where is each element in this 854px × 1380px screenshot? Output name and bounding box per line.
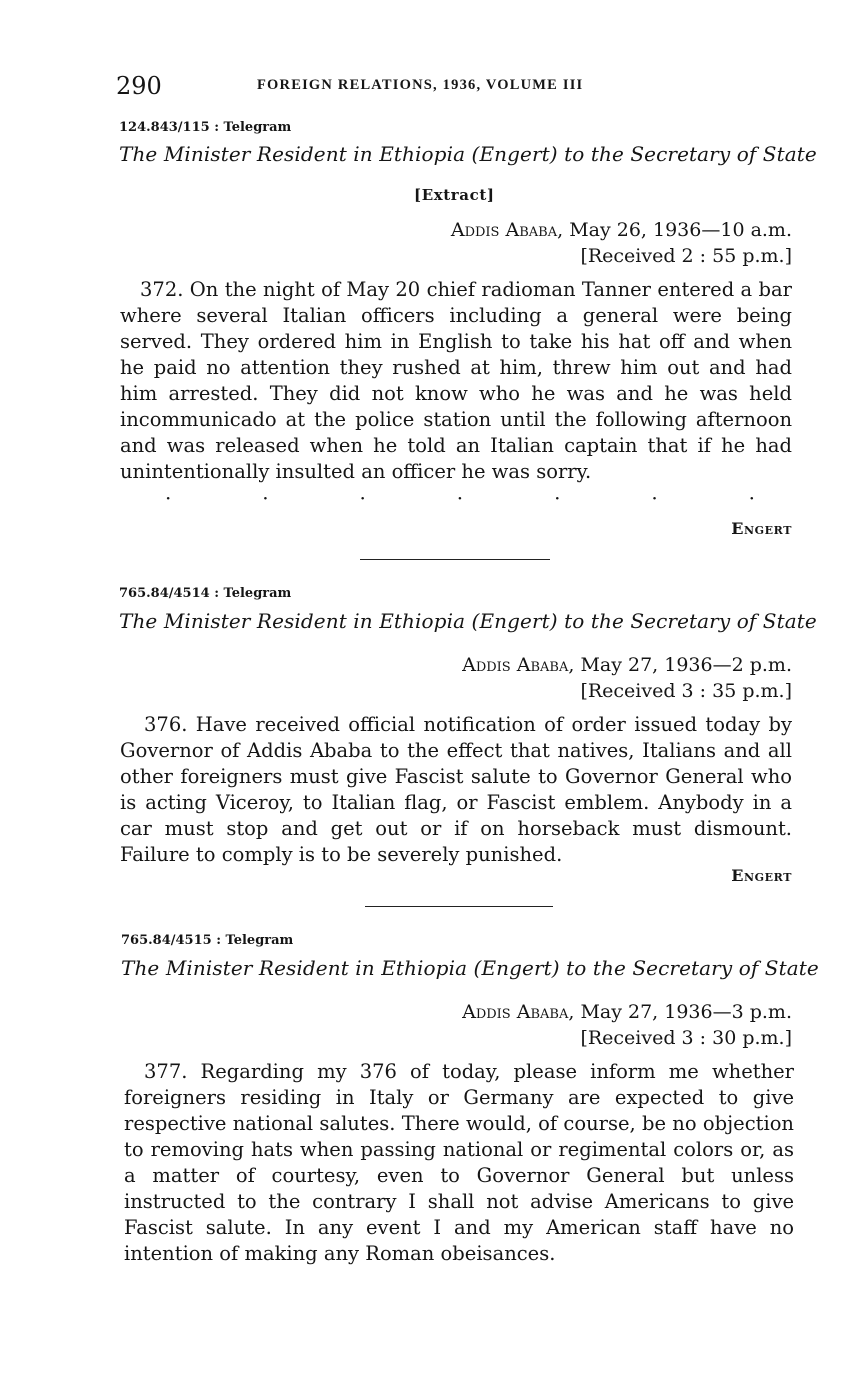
signature-2: Engert xyxy=(731,866,792,885)
section-divider-2 xyxy=(365,906,553,907)
ellipsis-dot: · xyxy=(359,486,366,510)
section-divider-1 xyxy=(360,559,550,560)
date-1: May 26, 1936—10 a.m. xyxy=(569,219,792,241)
ellipsis-dot: · xyxy=(456,486,464,510)
file-number-3: 765.84/4515 : Telegram xyxy=(121,933,294,948)
ellipsis-dot: · xyxy=(748,486,755,510)
document-heading-2: The Minister Resident in Ethiopia (Engert) to the Secretary of State xyxy=(119,609,817,633)
message-body-1: 372. On the night of May 20 chief radioman Tanner entered a bar where several Italian officers including a general were being served. They ordered him in English to take his hat off and when he paid no attention they rushed at him, threw him out and had him arrested. They did not know who he was and he was held incommunicado at the police station until the following afternoon and was released when he told an Italian captain that if he had unintentionally insulted an officer he was sorry. xyxy=(120,278,792,483)
message-body-2: 376. Have received official notification of order issued today by Governor of Addis Ababa to the effect that natives, Italians and all other foreigners must give Fascist salute to Governor General who is acting Viceroy, to Italian flag, or Fascist emblem. Anybody in a car must stop and get out or if on horseback must dismount. Failure to comply is to be severely punished. xyxy=(120,713,792,866)
document-heading-3: The Minister Resident in Ethiopia (Engert) to the Secretary of State xyxy=(121,956,819,980)
dateline-1 xyxy=(451,219,792,241)
ellipsis-dot: · xyxy=(554,486,561,510)
ellipsis-dot: · xyxy=(651,486,658,510)
ellipsis-row xyxy=(165,486,755,510)
received-1: [Received 2 : 55 p.m.] xyxy=(580,245,792,267)
page-number: 290 xyxy=(116,72,162,100)
file-number-1: 124.843/115 : Telegram xyxy=(119,120,292,135)
place-3: Addis Ababa, xyxy=(462,1001,575,1023)
ellipsis-dot: · xyxy=(262,486,269,510)
dateline-3 xyxy=(462,1001,792,1023)
extract-note: [Extract] xyxy=(414,186,495,204)
place-2: Addis Ababa, xyxy=(462,654,575,676)
message-body-3: 377. Regarding my 376 of today, please inform me whether foreigners residing in Italy or Germany are expected to give respective national salutes. There would, of course, be no objection to removing hats when passing national or regimental colors or, as a matter of courtesy, even to Governor General but unless instructed to the contrary I shall not advise Americans to give Fascist salute. In any event I and my American staff have no intention of making any Roman obeisances. xyxy=(124,1060,794,1265)
date-2: May 27, 1936—2 p.m. xyxy=(580,654,792,676)
date-3: May 27, 1936—3 p.m. xyxy=(580,1001,792,1023)
place-1: Addis Ababa, xyxy=(450,219,564,241)
signature-1: Engert xyxy=(731,519,792,538)
received-2: [Received 3 : 35 p.m.] xyxy=(580,680,792,702)
received-3: [Received 3 : 30 p.m.] xyxy=(580,1027,792,1049)
document-heading-1: The Minister Resident in Ethiopia (Engert) to the Secretary of State xyxy=(119,142,817,166)
file-number-2: 765.84/4514 : Telegram xyxy=(119,586,292,601)
ellipsis-dot: · xyxy=(165,486,172,510)
running-title: FOREIGN RELATIONS, 1936, VOLUME III xyxy=(257,77,584,93)
dateline-2 xyxy=(462,654,792,676)
